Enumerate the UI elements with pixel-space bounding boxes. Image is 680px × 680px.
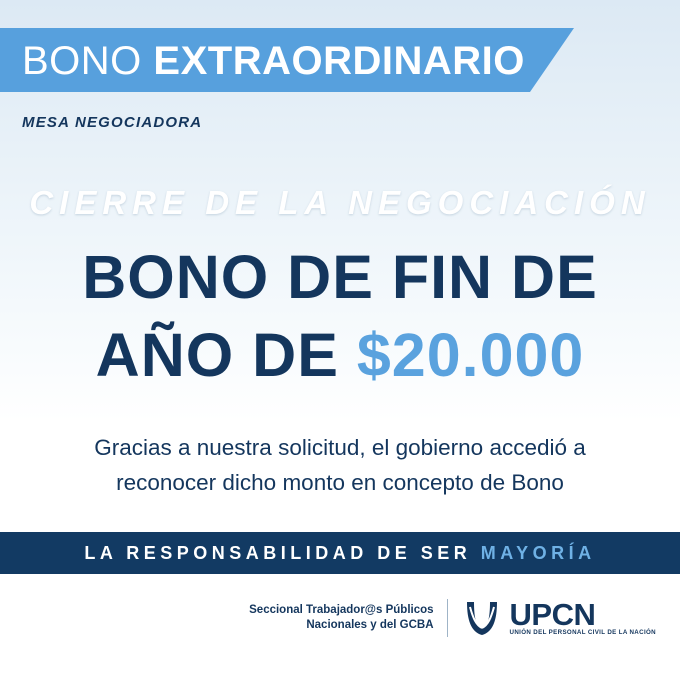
page-title-bold: EXTRAORDINARIO (153, 39, 525, 83)
footer-content (249, 598, 656, 638)
footer-divider (447, 599, 448, 637)
upcn-logo (461, 598, 656, 638)
headline-amount: $20.000 (356, 321, 585, 389)
organization-line-1: Seccional Trabajador@s Públicos (249, 604, 434, 616)
footer (0, 574, 680, 680)
organization-line-2: Nacionales y del GCBA (306, 619, 434, 631)
headline-line-2 (0, 322, 680, 388)
upcn-text-block (509, 596, 656, 637)
page-title (22, 40, 525, 82)
page-title-light: BONO (22, 39, 154, 83)
header-subtitle: MESA NEGOCIADORA (22, 114, 203, 131)
upcn-wordmark: UPCN (509, 596, 596, 632)
organization-name (249, 603, 446, 633)
slogan-highlight: MAYORÍA (480, 543, 596, 563)
body-paragraph: Gracias a nuestra solicitud, el gobierno accedió a reconocer dicho monto en concepto de Bono (94, 435, 586, 495)
headline-line-2-prefix: AÑO DE (95, 321, 357, 389)
upcn-emblem-icon (461, 598, 503, 638)
kicker-text: CIERRE DE LA NEGOCIACIÓN (29, 184, 651, 221)
slogan-text: LA RESPONSABILIDAD DE SER (84, 543, 481, 563)
slogan (0, 532, 680, 574)
headline-line-1: BONO DE FIN DE (82, 243, 598, 311)
upcn-tagline: UNIÓN DEL PERSONAL CIVIL DE LA NACIÓN (509, 628, 656, 636)
